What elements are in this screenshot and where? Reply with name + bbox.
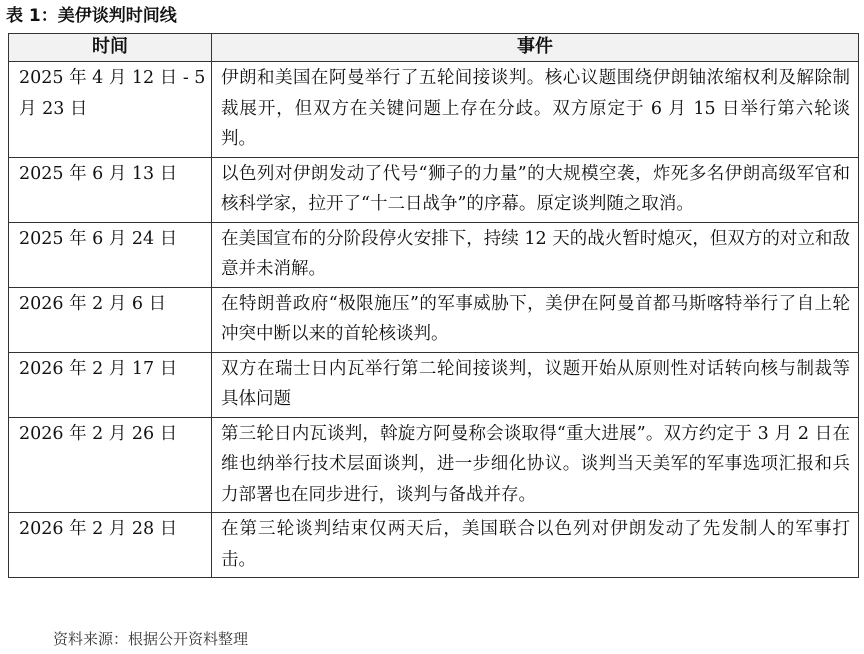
table-caption: 表 1：美伊谈判时间线: [6, 6, 177, 26]
header-event: 事件: [212, 34, 859, 62]
time-cell: 2025 年 6 月 13 日: [9, 157, 212, 222]
event-cell: 第三轮日内瓦谈判，斡旋方阿曼称会谈取得“重大进展”。双方约定于 3 月 2 日在维也纳举行技术层面谈判，进一步细化协议。谈判当天美军的军事选项汇报和兵力部署也在同步进行，谈判与备战并存。: [212, 417, 859, 513]
time-cell: 2026 年 2 月 26 日: [9, 417, 212, 513]
time-cell: 2025 年 4 月 12 日 - 5 月 23 日: [9, 62, 212, 158]
event-cell: 在美国宣布的分阶段停火安排下，持续 12 天的战火暂时熄灭，但双方的对立和敌意并未消解。: [212, 222, 859, 287]
event-cell: 伊朗和美国在阿曼举行了五轮间接谈判。核心议题围绕伊朗铀浓缩权利及解除制裁展开，但双方在关键问题上存在分歧。双方原定于 6 月 15 日举行第六轮谈判。: [212, 62, 859, 158]
time-cell: 2026 年 2 月 17 日: [9, 352, 212, 417]
table-row: [9, 222, 859, 287]
event-cell: 双方在瑞士日内瓦举行第二轮间接谈判，议题开始从原则性对话转向核与制裁等具体问题: [212, 352, 859, 417]
table-row: [9, 287, 859, 352]
event-cell: 在第三轮谈判结束仅两天后，美国联合以色列对伊朗发动了先发制人的军事打击。: [212, 513, 859, 578]
time-cell: 2025 年 6 月 24 日: [9, 222, 212, 287]
event-cell: 在特朗普政府“极限施压”的军事威胁下，美伊在阿曼首都马斯喀特举行了自上轮冲突中断以来的首轮核谈判。: [212, 287, 859, 352]
time-cell: 2026 年 2 月 6 日: [9, 287, 212, 352]
header-time: 时间: [9, 34, 212, 62]
table-row: [9, 513, 859, 578]
timeline-table: [8, 33, 859, 578]
event-cell: 以色列对伊朗发动了代号“狮子的力量”的大规模空袭，炸死多名伊朗高级军官和核科学家，拉开了“十二日战争”的序幕。原定谈判随之取消。: [212, 157, 859, 222]
table-header-row: [9, 34, 859, 62]
source-note: 资料来源：根据公开资料整理: [53, 630, 249, 648]
table-row: [9, 352, 859, 417]
table-row: [9, 417, 859, 513]
table-row: [9, 62, 859, 158]
time-cell: 2026 年 2 月 28 日: [9, 513, 212, 578]
table-row: [9, 157, 859, 222]
